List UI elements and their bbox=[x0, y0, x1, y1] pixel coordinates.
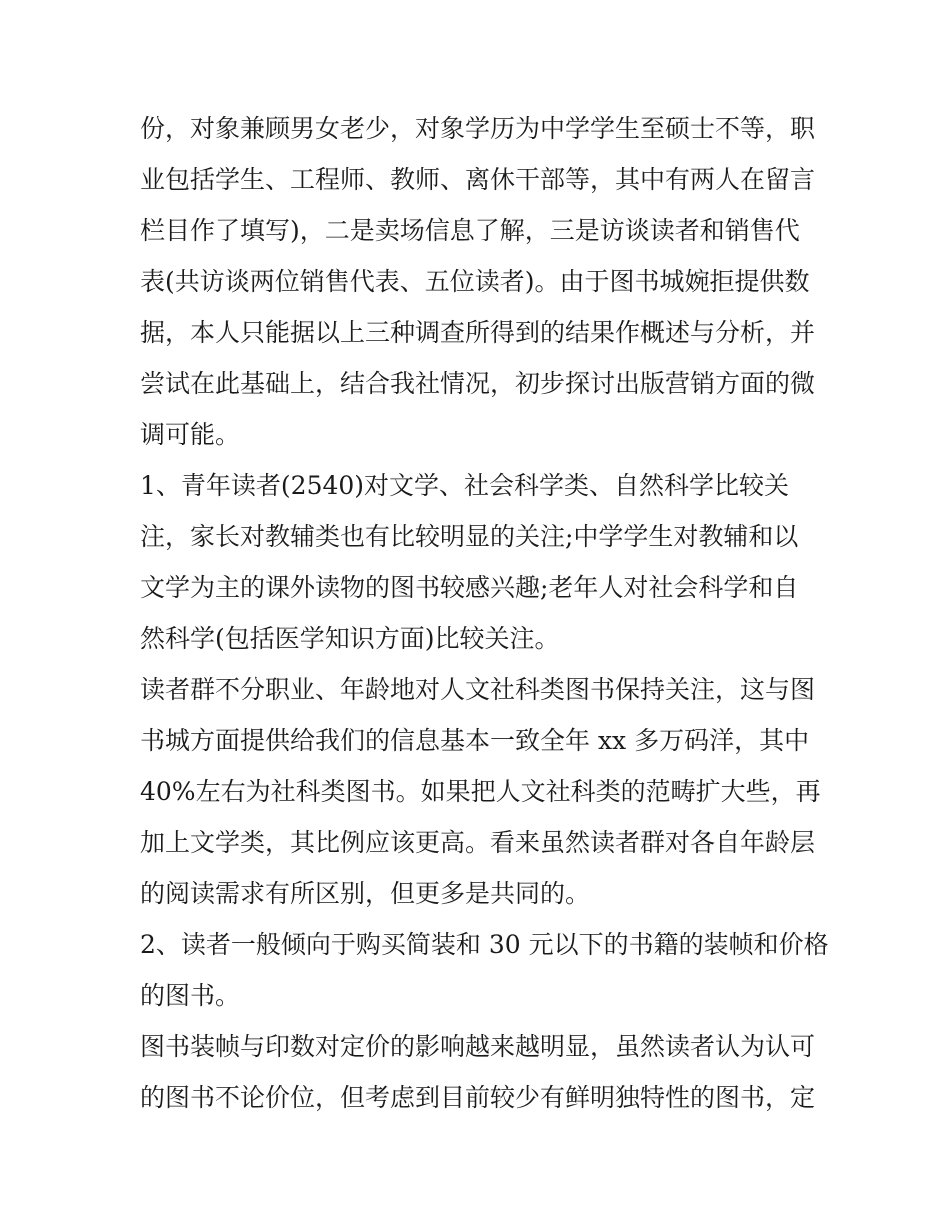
text-line: 的图书。 bbox=[140, 981, 241, 1010]
text-line: 1、青年读者(2540)对文学、社会科学类、自然科学比较关 bbox=[140, 471, 790, 500]
text-line: 业包括学生、工程师、教师、离休干部等，其中有两人在留言 bbox=[140, 165, 816, 194]
text-line: 读者群不分职业、年龄地对人文社科类图书保持关注，这与图 bbox=[140, 675, 816, 704]
text-line: 份，对象兼顾男女老少，对象学历为中学学生至硕士不等，职 bbox=[140, 114, 816, 143]
text-line: 表(共访谈两位销售代表、五位读者)。由于图书城婉拒提供数 bbox=[140, 267, 810, 296]
text-line: 栏目作了填写)，二是卖场信息了解，三是访谈读者和销售代 bbox=[140, 216, 800, 245]
text-line: 注，家长对教辅类也有比较明显的关注;中学学生对教辅和以 bbox=[140, 522, 799, 551]
text-line: 40%左右为社科类图书。如果把人文社科类的范畴扩大些，再 bbox=[140, 777, 821, 806]
text-line: 2、读者一般倾向于购买简装和 30 元以下的书籍的装帧和价格 bbox=[140, 930, 829, 959]
text-line: 加上文学类，其比例应该更高。看来虽然读者群对各自年龄层 bbox=[140, 828, 816, 857]
text-line: 图书装帧与印数对定价的影响越来越明显，虽然读者认为认可 bbox=[140, 1032, 816, 1061]
text-line: 文学为主的课外读物的图书较感兴趣;老年人对社会科学和自 bbox=[140, 573, 799, 602]
text-line: 的图书不论价位，但考虑到目前较少有鲜明独特性的图书，定 bbox=[140, 1083, 816, 1112]
text-line: 书城方面提供给我们的信息基本一致全年 xx 多万码洋，其中 bbox=[140, 726, 810, 755]
text-line: 尝试在此基础上，结合我社情况，初步探讨出版营销方面的微 bbox=[140, 369, 816, 398]
text-line: 据，本人只能据以上三种调查所得到的结果作概述与分析，并 bbox=[140, 318, 816, 347]
text-line: 的阅读需求有所区别，但更多是共同的。 bbox=[140, 879, 591, 908]
text-line: 然科学(包括医学知识方面)比较关注。 bbox=[140, 624, 560, 653]
text-line: 调可能。 bbox=[140, 420, 241, 449]
